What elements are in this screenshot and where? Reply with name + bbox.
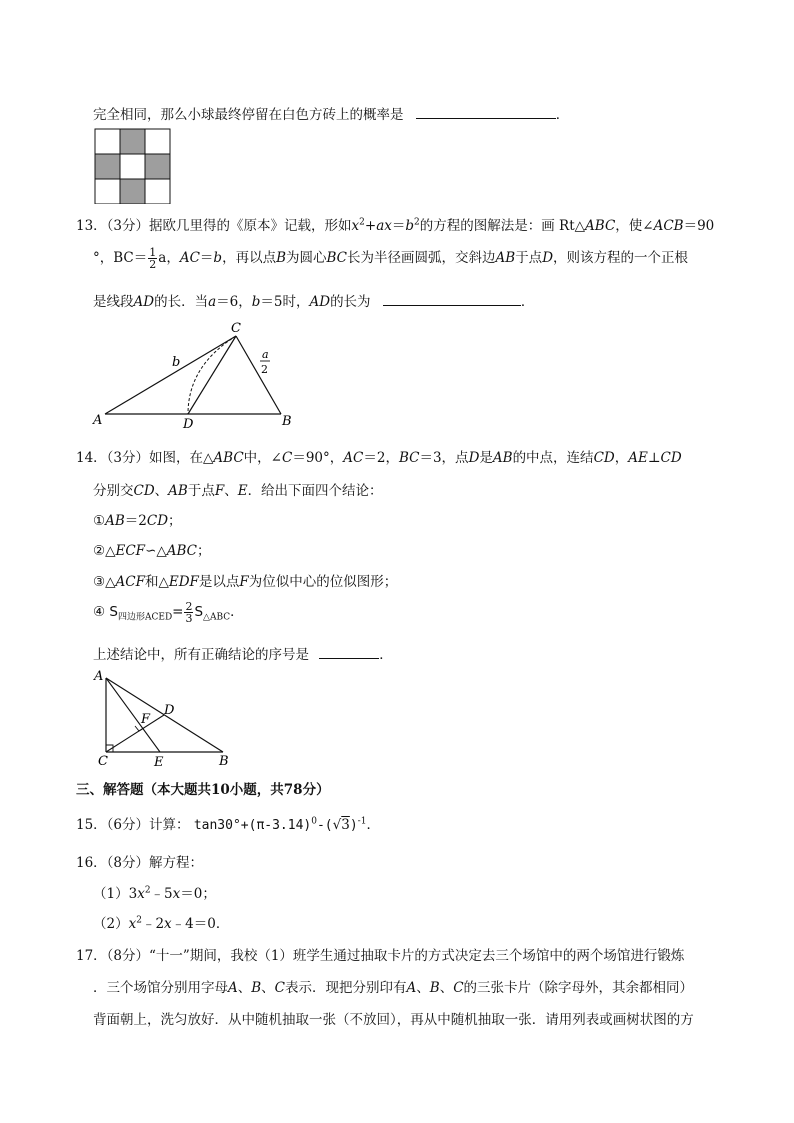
- answer-blank: [383, 293, 521, 306]
- sqrt-sign: √: [332, 817, 342, 833]
- text: 、: [261, 980, 275, 996]
- mark: ①: [93, 513, 106, 529]
- text: ，BC＝: [99, 250, 148, 266]
- var-abc: ABC: [585, 218, 616, 234]
- text: 、: [154, 483, 169, 499]
- text: ，再以点: [222, 250, 277, 266]
- fraction-two-thirds: [184, 601, 193, 624]
- gray-tile: [95, 154, 120, 179]
- q14-conclusion-3: [93, 570, 397, 590]
- var: AB: [105, 513, 125, 529]
- exponent: 0: [311, 816, 317, 827]
- exponent: -1: [357, 816, 367, 827]
- var: ABC: [213, 450, 244, 466]
- text: ，则该方程的一个正根: [553, 250, 689, 266]
- var: b: [251, 294, 261, 310]
- expr: +(π-3.14): [240, 818, 312, 833]
- var: C: [274, 980, 286, 996]
- var: ECF: [115, 543, 146, 559]
- label-b-vertex: B: [282, 414, 292, 429]
- text: 长为半径画圆弧，交斜边: [347, 250, 496, 266]
- q14-line-2: [93, 479, 383, 499]
- white-tile: [120, 154, 145, 179]
- gray-tile: [120, 129, 145, 154]
- var: E: [237, 483, 248, 499]
- var: EDF: [168, 574, 199, 590]
- text: ；: [197, 543, 211, 559]
- text: 、: [439, 980, 454, 996]
- text: ⊥: [647, 450, 661, 466]
- q12-tile-grid: [94, 128, 172, 204]
- q13-line-2: [93, 246, 688, 270]
- white-tile: [145, 129, 170, 154]
- var: a: [208, 294, 217, 310]
- text: （1）3: [93, 886, 138, 902]
- text: S: [194, 604, 204, 620]
- text: ，使∠: [615, 218, 654, 234]
- var: D: [542, 250, 554, 266]
- text: ＝: [391, 218, 406, 234]
- var: B: [429, 980, 440, 996]
- text: △: [105, 574, 116, 590]
- text: 、: [416, 980, 430, 996]
- var: F: [239, 574, 249, 590]
- text: 中，∠: [243, 450, 282, 466]
- var: AD: [309, 294, 331, 310]
- text: 的三张卡片（除字母外，其余都相同）: [463, 980, 694, 996]
- subscript: △ABC: [203, 612, 231, 623]
- text: 的方程的图解法是：画 Rt△: [419, 218, 586, 234]
- denominator: 2: [149, 258, 157, 271]
- text: ＝0；: [180, 886, 216, 902]
- var: CD: [660, 450, 682, 466]
- var: x: [137, 886, 145, 902]
- text: ．给出下面四个结论：: [247, 483, 383, 499]
- q16-part-2: [93, 912, 229, 932]
- segment-ae: [106, 678, 160, 752]
- text: 于点: [187, 483, 215, 499]
- radicand: 3: [341, 817, 350, 833]
- text: S: [109, 604, 118, 620]
- label-e: E: [154, 755, 164, 770]
- q14-line-1: [76, 446, 682, 466]
- text: 如图，在△: [149, 450, 214, 466]
- period: ．: [379, 647, 393, 663]
- label-frac-num: a: [262, 348, 269, 361]
- text: 为位似中心的位似图形；: [248, 574, 398, 590]
- text: ＝2: [124, 513, 147, 529]
- numerator: 2: [185, 600, 193, 613]
- period: ．: [555, 107, 570, 123]
- var: A: [228, 980, 238, 996]
- q17-line-1: [76, 944, 684, 964]
- text: 于点: [515, 250, 543, 266]
- text: ﹣2: [141, 916, 165, 932]
- text: ＝5时，: [260, 294, 310, 310]
- var: F: [214, 483, 225, 499]
- white-tile: [95, 179, 120, 204]
- text: ，: [614, 450, 629, 466]
- text: 的中点，连结: [512, 450, 594, 466]
- superscript: 2: [414, 217, 420, 228]
- label-d: D: [164, 703, 175, 718]
- var: B: [276, 250, 286, 266]
- text: ∽△: [145, 543, 167, 559]
- var: AB: [495, 250, 516, 266]
- question-number: 15．（6分）计算：: [76, 817, 190, 833]
- q17-line-2: [93, 976, 693, 996]
- var: x: [128, 916, 137, 932]
- label-f: F: [141, 712, 151, 727]
- var: ABC: [166, 543, 198, 559]
- text: 据欧几里得的《原本》记载，形如: [149, 218, 352, 234]
- segment-cd: [188, 336, 236, 414]
- var-x: x: [351, 218, 360, 234]
- exponent: 2: [144, 885, 151, 896]
- q14-conclusion-1: [93, 509, 182, 529]
- var: CD: [593, 450, 615, 466]
- label-frac-den: 2: [261, 363, 268, 376]
- question-number: 14．（3分）: [76, 450, 150, 466]
- question-number: 17．（8分）: [76, 948, 150, 964]
- text: 为圆心: [286, 250, 327, 266]
- expr: -(: [316, 818, 333, 833]
- text: ＝6，: [216, 294, 252, 310]
- q15-line: [76, 813, 380, 833]
- period: ．: [520, 294, 535, 310]
- text: 、: [224, 483, 238, 499]
- exponent: 2: [136, 915, 142, 926]
- var: BC: [398, 450, 420, 466]
- var: A: [406, 980, 417, 996]
- text: =: [172, 604, 184, 620]
- var: CD: [146, 513, 169, 529]
- gray-tile: [145, 154, 170, 179]
- label-c: C: [231, 321, 241, 336]
- var: x: [172, 886, 181, 902]
- q14-ask: [93, 643, 393, 663]
- var-b: b: [405, 218, 415, 234]
- var: AD: [133, 294, 155, 310]
- var: x: [164, 916, 172, 932]
- white-tile: [145, 179, 170, 204]
- expr: ): [349, 818, 358, 833]
- var: AE: [628, 450, 648, 466]
- mark: ③: [93, 574, 106, 590]
- text: 表示．现把分别印有: [285, 980, 407, 996]
- label-a: A: [94, 669, 104, 684]
- var: C: [453, 980, 464, 996]
- text: ＝2，: [363, 450, 399, 466]
- q13-triangle-figure: [90, 318, 300, 430]
- text: ．三个场馆分别用字母: [93, 980, 228, 996]
- text: 的长．当: [154, 294, 209, 310]
- text: 上述结论中，所有正确结论的序号是: [93, 647, 309, 663]
- text: 和△: [144, 574, 169, 590]
- text: 的长为: [330, 294, 371, 310]
- segment-ac: [105, 336, 236, 414]
- section-heading: 三、解答题（本大题共10小题，共78分）: [76, 782, 330, 798]
- text: +: [364, 218, 377, 234]
- mark: ②: [93, 543, 106, 559]
- expr: tan30°: [193, 818, 241, 833]
- text: ＝: [199, 250, 214, 266]
- label-b: B: [219, 754, 229, 769]
- text: 分别交: [93, 483, 134, 499]
- var: CD: [133, 483, 155, 499]
- label-a: A: [93, 413, 103, 428]
- q14-triangle-figure: [88, 668, 238, 770]
- var: BC: [326, 250, 348, 266]
- text: △: [105, 543, 116, 559]
- var: AC: [179, 250, 200, 266]
- var: B: [251, 980, 262, 996]
- answer-blank: [319, 646, 379, 659]
- white-tile: [95, 129, 120, 154]
- q12-text: 完全相同，那么小球最终停留在白色方砖上的概率是: [93, 107, 404, 123]
- var: AB: [168, 483, 188, 499]
- var-ax: ax: [376, 218, 392, 234]
- q16-part-1: [93, 882, 216, 902]
- text: ＝3，点: [419, 450, 469, 466]
- label-d: D: [183, 417, 194, 430]
- q14-conclusion-4: [93, 600, 244, 624]
- var-acb: ACB: [653, 218, 684, 234]
- var: ACF: [115, 574, 145, 590]
- label-side-b: b: [172, 355, 181, 370]
- var: b: [213, 250, 223, 266]
- text: ．: [230, 604, 244, 620]
- q13-line-1: [76, 214, 714, 234]
- text: a，: [158, 250, 180, 266]
- text: “十一”期间，我校（1）班学生通过抽取卡片的方式决定去三个场馆中的两个场馆进行锻炼: [149, 948, 685, 964]
- segment-cb: [236, 336, 281, 414]
- denominator: 3: [185, 612, 193, 625]
- q12-text-line: [93, 103, 569, 123]
- answer-blank: [416, 106, 556, 119]
- text: 是线段: [93, 294, 134, 310]
- mark: ④: [93, 604, 106, 620]
- var: AB: [492, 450, 513, 466]
- degree: °: [93, 250, 100, 266]
- question-number: 13．（3分）: [76, 218, 150, 234]
- numerator: 1: [149, 246, 157, 259]
- var: C: [281, 450, 293, 466]
- var: AC: [343, 450, 364, 466]
- text: 、: [237, 980, 252, 996]
- fraction-half: [148, 247, 157, 270]
- superscript: 2: [359, 217, 365, 228]
- text: ﹣4＝0．: [171, 916, 230, 932]
- q13-line-3: [93, 290, 534, 310]
- text: ﹣5: [150, 886, 173, 902]
- text: ＝90: [683, 218, 715, 234]
- var: D: [468, 450, 480, 466]
- label-c: C: [98, 754, 108, 769]
- text: （2）: [93, 916, 129, 932]
- gray-tile: [120, 179, 145, 204]
- subscript: 四边形ACED: [117, 612, 173, 623]
- period: ．: [366, 817, 380, 833]
- text: 是: [479, 450, 493, 466]
- text: ＝90°，: [292, 450, 344, 466]
- text: ；: [168, 513, 182, 529]
- q14-conclusion-2: [93, 539, 211, 559]
- q17-line-3: 背面朝上，洗匀放好．从中随机抽取一张（不放回），再从中随机抽取一张．请用列表或画树状图的方: [93, 1012, 694, 1028]
- text: 是以点: [198, 574, 240, 590]
- q16-heading: 16．（8分）解方程：: [76, 855, 204, 871]
